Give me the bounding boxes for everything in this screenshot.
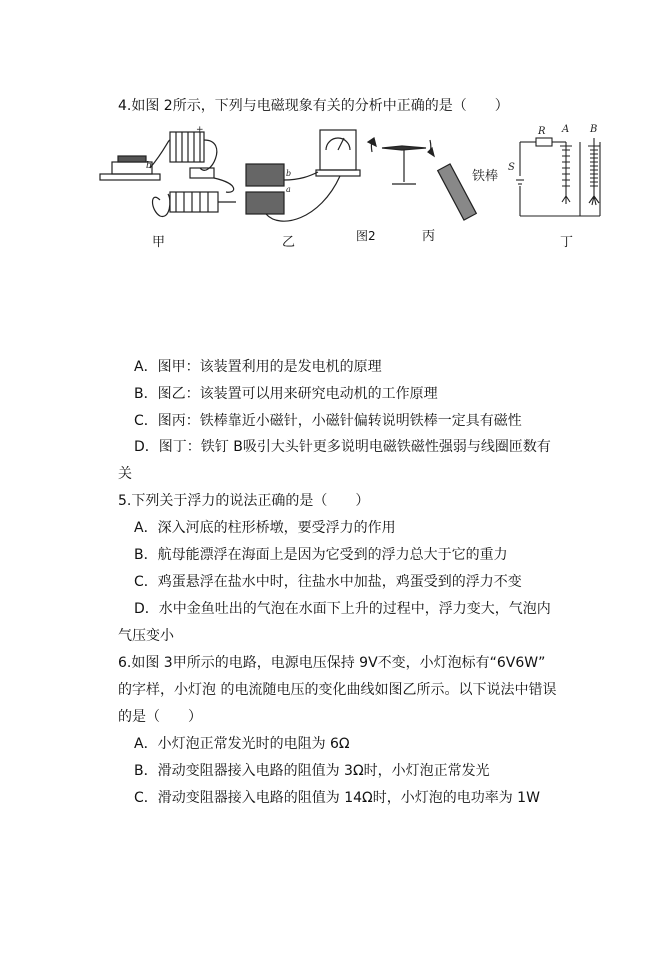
figure-caption: 图2 [356, 229, 376, 243]
q4-option-c: C．图丙：铁棒靠近小磁针，小磁针偏转说明铁棒一定具有磁性 [134, 413, 522, 429]
q5-stem: 5.下列关于浮力的说法正确的是（ ） [118, 493, 370, 509]
panel-bing-apparatus [368, 138, 476, 220]
iron-rod-label: 铁棒 [472, 169, 499, 184]
q5-option-a: A．深入河底的柱形桥墩，要受浮力的作用 [134, 520, 396, 536]
q6-option-b: B．滑动变阻器接入电路的阻值为 3Ω时，小灯泡正常发光 [134, 763, 490, 779]
q6-stem-line-1: 6.如图 3甲所示的电路，电源电压保持 9V不变，小灯泡标有“6V6W” [118, 655, 546, 671]
q6-stem-line-3: 的是（ ） [118, 709, 202, 725]
label-a-yi: a [286, 185, 291, 194]
q4-option-b: B．图乙：该装置可以用来研究电动机的工作原理 [134, 386, 438, 402]
panel-ding-circuit [516, 138, 600, 216]
q6-option-c: C．滑动变阻器接入电路的阻值为 14Ω时，小灯泡的电功率为 1W [134, 790, 540, 806]
panel-label-ding: 丁 [560, 235, 574, 250]
panel-label-jia: 甲 [152, 235, 166, 250]
circuit-label-r: R [538, 126, 546, 137]
panel-label-bing: 丙 [422, 229, 436, 244]
q5-option-d-cont: 气压变小 [118, 628, 174, 644]
figure-2 [0, 120, 672, 260]
panel-jia-apparatus [100, 132, 236, 217]
label-plus: + [196, 125, 204, 135]
q6-stem-line-2: 的字样，小灯泡 的电流随电压的变化曲线如图乙所示。以下说法中错误 [118, 682, 557, 698]
q4-option-a: A．图甲：该装置利用的是发电机的原理 [134, 359, 382, 375]
circuit-label-b: B [590, 124, 598, 135]
label-b-yi: b [286, 169, 292, 178]
circuit-label-s: S [508, 162, 515, 173]
q5-option-d: D．水中金鱼吐出的气泡在水面下上升的过程中，浮力变大，气泡内 [134, 601, 551, 617]
q5-option-c: C．鸡蛋悬浮在盐水中时，往盐水中加盐，鸡蛋受到的浮力不变 [134, 574, 522, 590]
panel-yi-apparatus [246, 130, 360, 221]
q5-option-b: B．航母能漂浮在海面上是因为它受到的浮力总大于它的重力 [134, 547, 508, 563]
circuit-label-a: A [562, 124, 570, 135]
panel-label-yi: 乙 [282, 235, 296, 250]
label-b-jia: b [146, 161, 152, 171]
q4-stem: 4.如图 2所示，下列与电磁现象有关的分析中正确的是（ ） [118, 98, 509, 114]
q6-option-a: A．小灯泡正常发光时的电阻为 6Ω [134, 736, 350, 752]
q4-option-d: D．图丁：铁钉 B吸引大头针更多说明电磁铁磁性强弱与线圈匝数有 [134, 439, 551, 455]
q4-option-d-cont: 关 [118, 466, 132, 482]
